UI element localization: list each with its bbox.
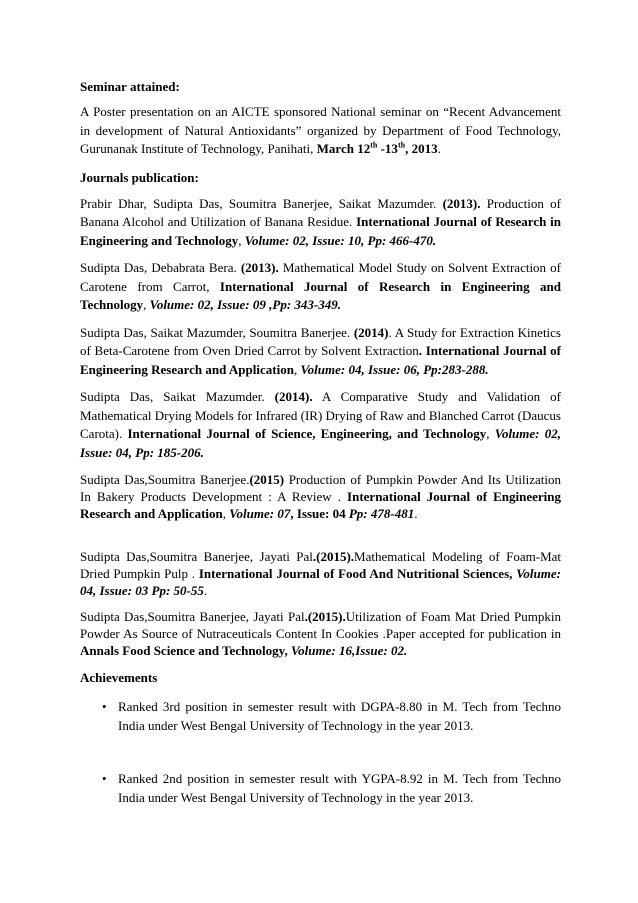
- journal-separator: ,: [293, 361, 301, 377]
- achievement-text: Ranked 3rd position in semester result with DGPA-8.80 in M. Tech from Techno India under West Bengal University of Technology in the year 2013.: [118, 699, 561, 733]
- journal-year: .(2015).: [312, 549, 355, 564]
- seminar-end: .: [437, 141, 441, 156]
- journal-end: .: [203, 583, 208, 598]
- journal-entry: [80, 471, 561, 522]
- journal-name: International Journal of Science, Engineering, and Technology: [127, 426, 487, 441]
- journal-details: Volume: 16,Issue: 02.: [290, 643, 408, 658]
- journal-year: (2014).: [274, 389, 313, 404]
- journal-issue-label: , Issue: 04: [290, 506, 349, 521]
- journal-authors: Sudipta Das,Soumitra Banerjee, Jayati Pal: [80, 549, 313, 564]
- achievement-text: Ranked 2nd position in semester result with YGPA-8.92 in M. Tech from Techno India under West Bengal University of Technology in the year 2013.: [118, 771, 561, 805]
- journal-details: Volume: 04, Issue: 03 Pp: 50-55: [80, 566, 561, 598]
- journal-year: (2013).: [240, 260, 279, 275]
- list-item: [80, 697, 561, 735]
- journal-entry: [80, 259, 561, 315]
- seminar-heading: Seminar attained:: [80, 79, 180, 94]
- journal-authors: Sudipta Das, Saikat Mazumder, Soumitra Banerjee.: [80, 324, 354, 340]
- seminar-paragraph: [80, 103, 561, 159]
- achievements-list: [80, 697, 561, 807]
- journal-entry: [80, 324, 561, 380]
- journals-heading: Journals publication:: [80, 169, 199, 185]
- bullet-icon: •: [102, 771, 107, 786]
- journal-year: (2013).: [442, 195, 481, 211]
- journal-title: Mathematical Model Study on Solvent Extraction of Carotene from Carrot,: [80, 260, 562, 294]
- journal-entry: [80, 195, 561, 251]
- journal-authors: Prabir Dhar, Sudipta Das, Soumitra Banerjee, Saikat Mazumder.: [80, 195, 443, 211]
- journal-details: Volume: 02, Issue: 09 ,Pp: 343-349.: [149, 297, 341, 312]
- seminar-date-year: , 2013: [405, 141, 438, 156]
- journal-details: Volume: 04, Issue: 06, Pp:283-288.: [300, 361, 489, 377]
- seminar-date-sup2: th: [397, 140, 406, 150]
- journal-separator: ,: [143, 297, 150, 312]
- journal-title: Production of Banana Alcohol and Utilization of Banana Residue.: [80, 195, 561, 229]
- journal-year: (2015): [249, 472, 285, 487]
- journal-title: Utilization of Foam Mat Dried Pumpkin Powder As Source of Nutraceuticals Content In Cookies .Paper accepted for publication in: [80, 609, 561, 641]
- seminar-date-dash: -13: [377, 141, 398, 156]
- journal-separator: ,: [486, 426, 495, 441]
- journal-separator: ,: [222, 506, 230, 521]
- journal-title: Production of Pumpkin Powder And Its Utilization In Bakery Products Development : A Review .: [80, 472, 561, 504]
- journal-title: Mathematical Modeling of Foam-Mat Dried Pumpkin Pulp .: [80, 549, 562, 581]
- journal-name: International Journal of Food And Nutritional Sciences,: [198, 566, 517, 581]
- journal-name: International Journal of Research in Engineering and Technology: [80, 214, 561, 248]
- seminar-date-sup1: th: [370, 140, 378, 150]
- seminar-text: A Poster presentation on an AICTE sponsored National seminar on “Recent Advancement in development of Natural Antioxidants” organized by Department of Food Technology, Gurunanak Institute of Technology, Panihati,: [80, 104, 561, 156]
- list-item: [80, 769, 561, 807]
- journal-pages: Pp: 478-481: [348, 506, 415, 521]
- journal-separator: ,: [238, 232, 245, 248]
- seminar-date-march: March 12: [316, 141, 371, 156]
- journal-title: A Comparative Study and Validation of Mathematical Drying Models for Infrared (IR) Drying of Raw and Blanched Carrot (Daucus Carota).: [80, 389, 561, 441]
- journal-entry: [80, 548, 561, 599]
- journal-details: Volume: 02, Issue: 10, Pp: 466-470.: [244, 232, 437, 248]
- journal-name: Annals Food Science and Technology,: [80, 643, 291, 658]
- journal-authors: Sudipta Das, Debabrata Bera.: [80, 260, 241, 275]
- journal-entry: [80, 608, 561, 659]
- journal-details: Volume: 02, Issue: 04, Pp: 185-206.: [80, 426, 562, 460]
- bullet-icon: •: [102, 699, 107, 714]
- journal-authors: Sudipta Das,Soumitra Banerjee, Jayati Pal: [80, 609, 305, 624]
- document-content: [80, 78, 561, 807]
- journal-name: International Journal of Engineering Research and Application: [80, 489, 561, 521]
- achievements-heading: Achievements: [80, 670, 158, 685]
- journal-name: International Journal of Research in Engineering and Technology: [80, 278, 562, 312]
- journal-title: . A Study for Extraction Kinetics of Beta-Carotene from Oven Dried Carrot by Solvent Extraction: [80, 324, 561, 358]
- journal-authors: Sudipta Das,Soumitra Banerjee.: [80, 472, 250, 487]
- journal-details: Volume: 07: [229, 506, 291, 521]
- journal-entry: [80, 388, 561, 462]
- journal-year: .(2015).: [304, 609, 346, 624]
- journal-authors: Sudipta Das, Saikat Mazumder.: [80, 389, 275, 404]
- journal-end: .: [414, 506, 418, 521]
- journal-year: (2014): [353, 324, 389, 340]
- journal-name: . International Journal of Engineering Research and Application: [80, 343, 561, 377]
